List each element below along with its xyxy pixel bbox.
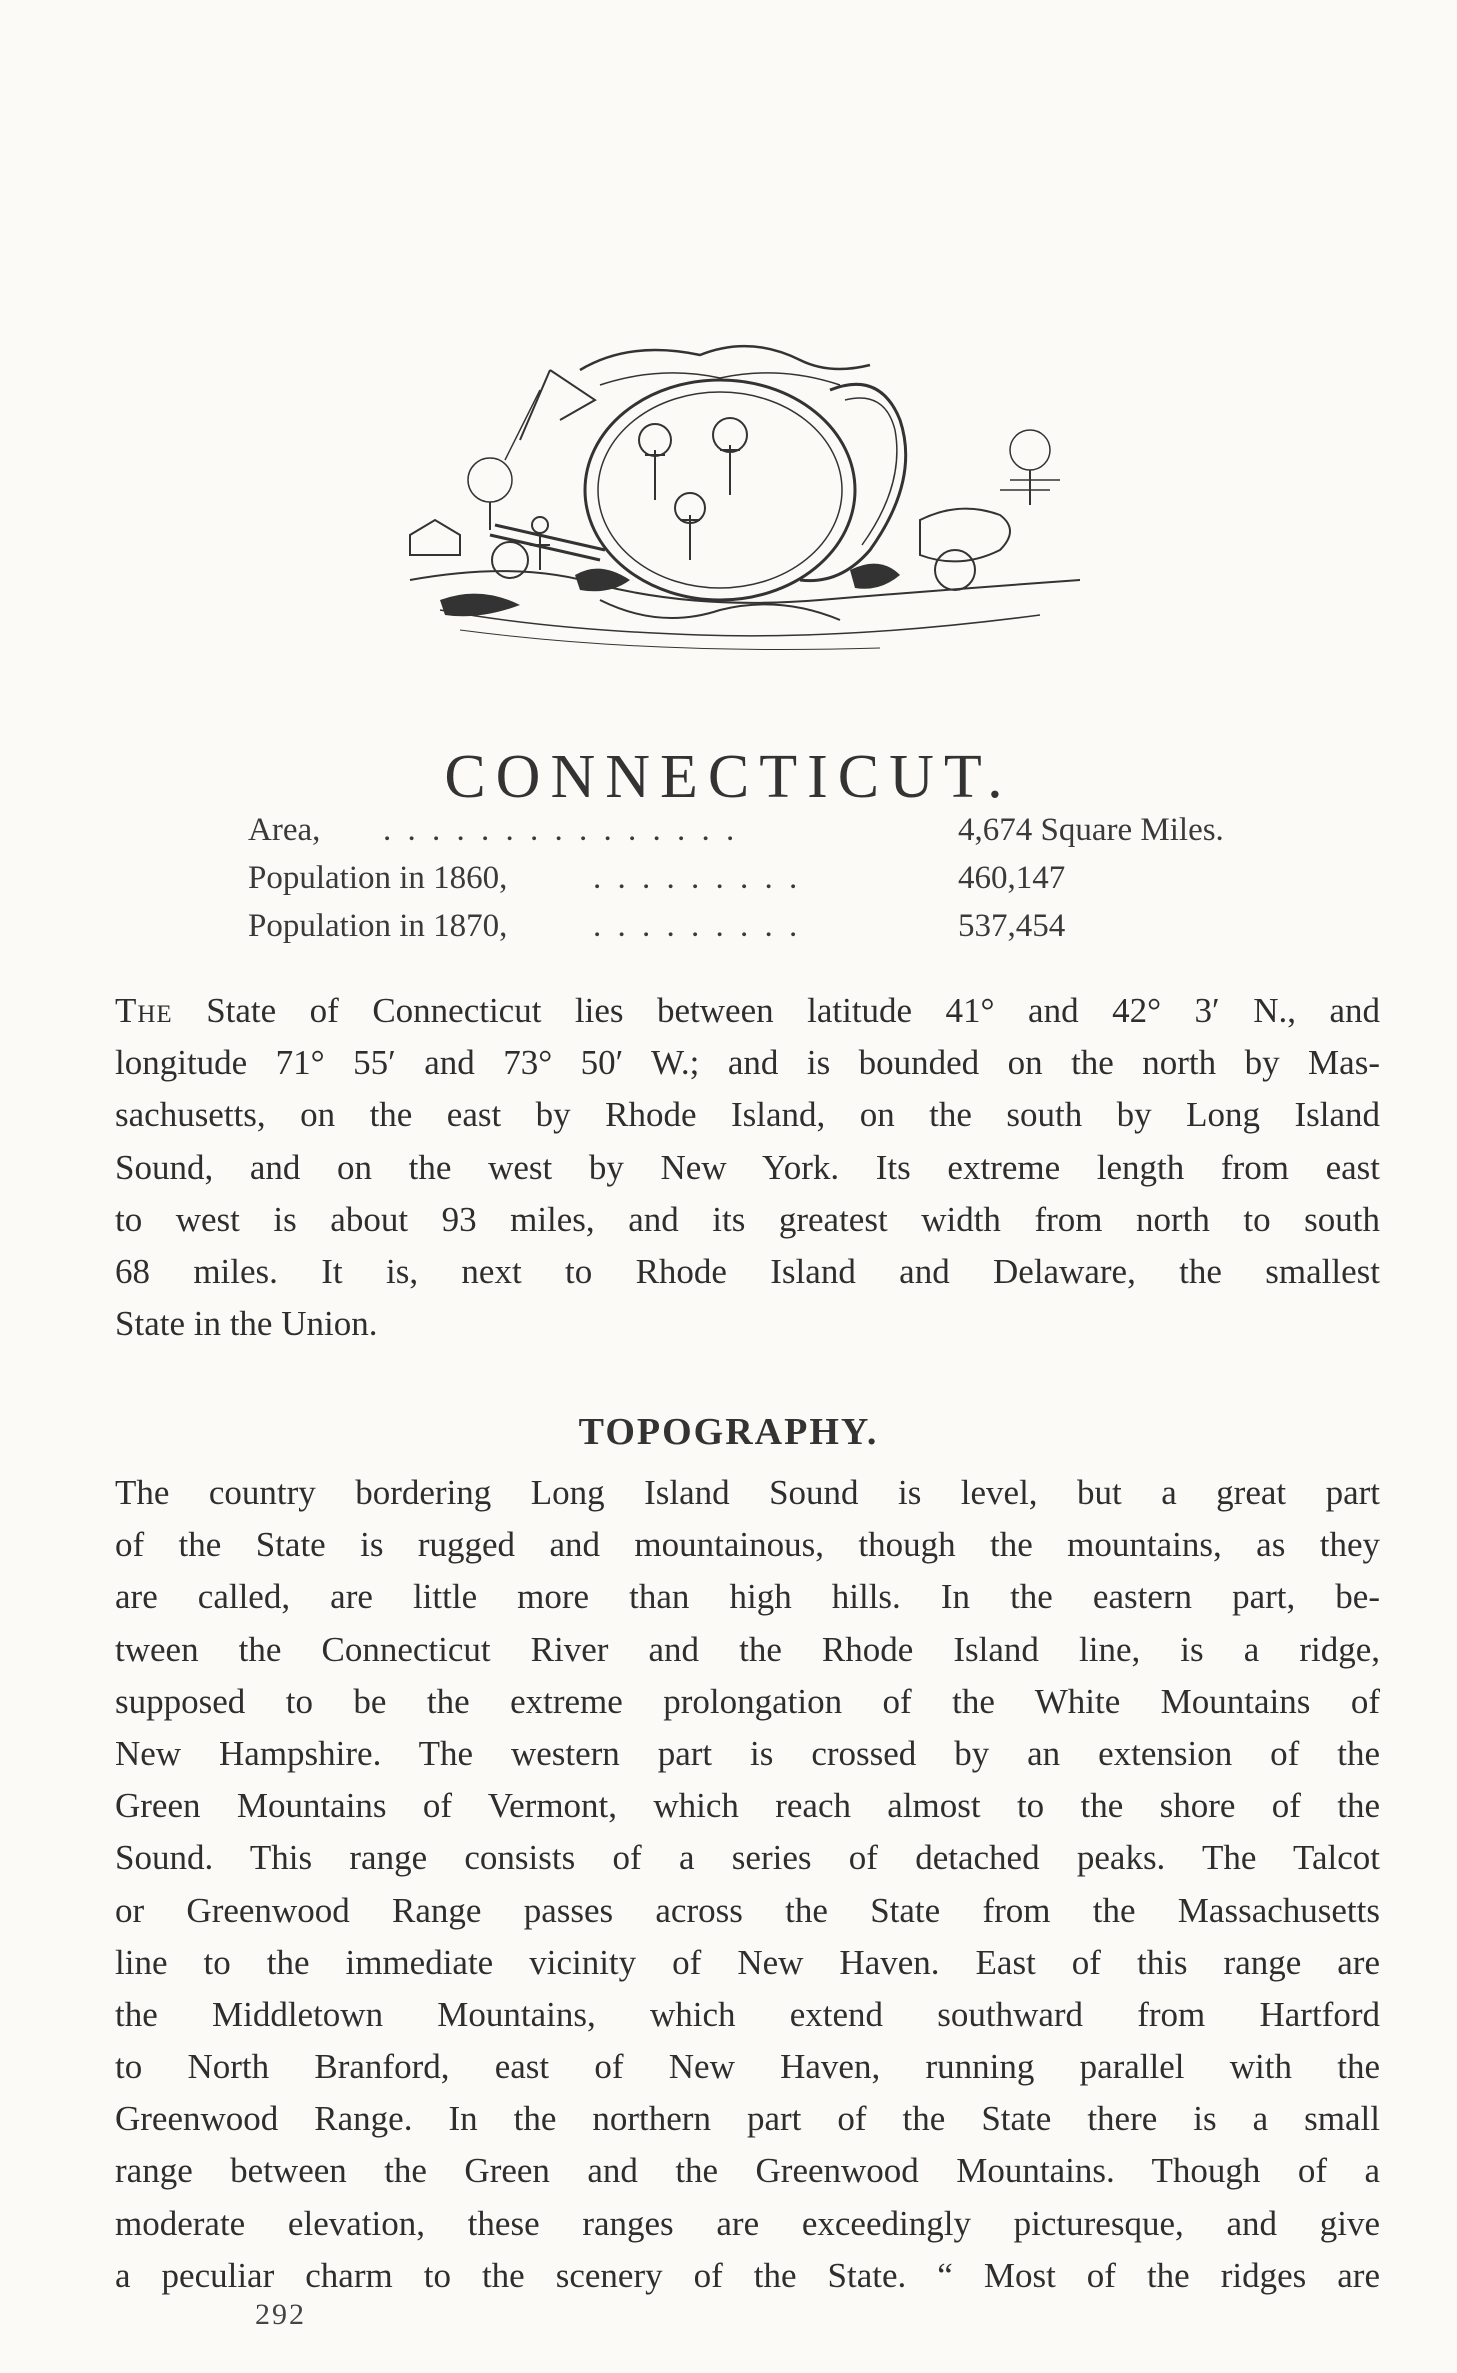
text-line: Sound. This range consists of a series of detached peaks. The Talcot xyxy=(115,1838,1380,1878)
text-line: to North Branford, east of New Haven, running parallel with the xyxy=(115,2047,1380,2087)
stat-row-population-1870 xyxy=(248,908,1348,956)
leader-dots: . . . . . . . . . xyxy=(593,860,802,896)
text-line: moderate elevation, these ranges are exceedingly picturesque, and give xyxy=(115,2203,1380,2243)
text-line: line to the immediate vicinity of New Haven. East of this range are xyxy=(115,1942,1380,1982)
leader-dots: . . . . . . . . . xyxy=(593,908,802,944)
lead-word: The xyxy=(115,991,173,1030)
text-line: Green Mountains of Vermont, which reach almost to the shore of the xyxy=(115,1786,1380,1826)
section-heading: TOPOGRAPHY. xyxy=(578,1410,879,1453)
stat-value: 4,674 Square Miles. xyxy=(958,812,1224,848)
stat-value: 537,454 xyxy=(958,908,1066,944)
stat-value: 460,147 xyxy=(958,860,1066,896)
page-number: 292 xyxy=(255,2298,306,2331)
stat-row-area xyxy=(248,812,1348,860)
text-line: longitude 71° 55′ and 73° 50′ W.; and is bounded on the north by Mas- xyxy=(115,1043,1380,1083)
text-line: Greenwood Range. In the northern part of the State there is a small xyxy=(115,2099,1380,2139)
text-line: The country bordering Long Island Sound is level, but a great part xyxy=(115,1473,1380,1512)
text-line: a peculiar charm to the scenery of the State. “ Most of the ridges are xyxy=(115,2255,1380,2295)
text-line: are called, are little more than high hills. In the eastern part, be- xyxy=(115,1577,1380,1617)
text-line: New Hampshire. The western part is crossed by an extension of the xyxy=(115,1733,1380,1773)
text-line xyxy=(115,985,1380,1037)
text-line: to west is about 93 miles, and its greatest width from north to south xyxy=(115,1199,1380,1239)
text-line: or Greenwood Range passes across the State from the Massachusetts xyxy=(115,1890,1380,1930)
topography-paragraph xyxy=(115,1467,1380,2302)
text-line: State in the Union. xyxy=(115,1304,378,1344)
text-line: the Middletown Mountains, which extend southward from Hartford xyxy=(115,1994,1380,2034)
stat-label: Area, xyxy=(248,812,321,848)
statistics-table xyxy=(248,812,1348,956)
text-line: tween the Connecticut River and the Rhode Island line, is a ridge, xyxy=(115,1629,1380,1669)
stat-label: Population in 1870, xyxy=(248,908,508,944)
intro-paragraph xyxy=(115,985,1380,1350)
text-line: 68 miles. It is, next to Rhode Island and Delaware, the smallest xyxy=(115,1251,1380,1291)
text-line: Sound, and on the west by New York. Its extreme length from east xyxy=(115,1147,1380,1187)
leader-dots: . . . . . . . . . . . . . . . xyxy=(383,812,739,848)
page-title: CONNECTICUT. xyxy=(444,742,1013,811)
stat-row-population-1860 xyxy=(248,860,1348,908)
text-line: range between the Green and the Greenwood Mountains. Though of a xyxy=(115,2151,1380,2191)
state-seal-engraving-icon xyxy=(400,330,1090,660)
text-line: sachusetts, on the east by Rhode Island, on the south by Long Island xyxy=(115,1095,1380,1135)
stat-label: Population in 1860, xyxy=(248,860,508,896)
line-text: State of Connecticut lies between latitude 41° and 42° 3′ N., and xyxy=(172,991,1380,1030)
text-line: of the State is rugged and mountainous, though the mountains, as they xyxy=(115,1525,1380,1565)
text-line: supposed to be the extreme prolongation of the White Mountains of xyxy=(115,1681,1380,1721)
